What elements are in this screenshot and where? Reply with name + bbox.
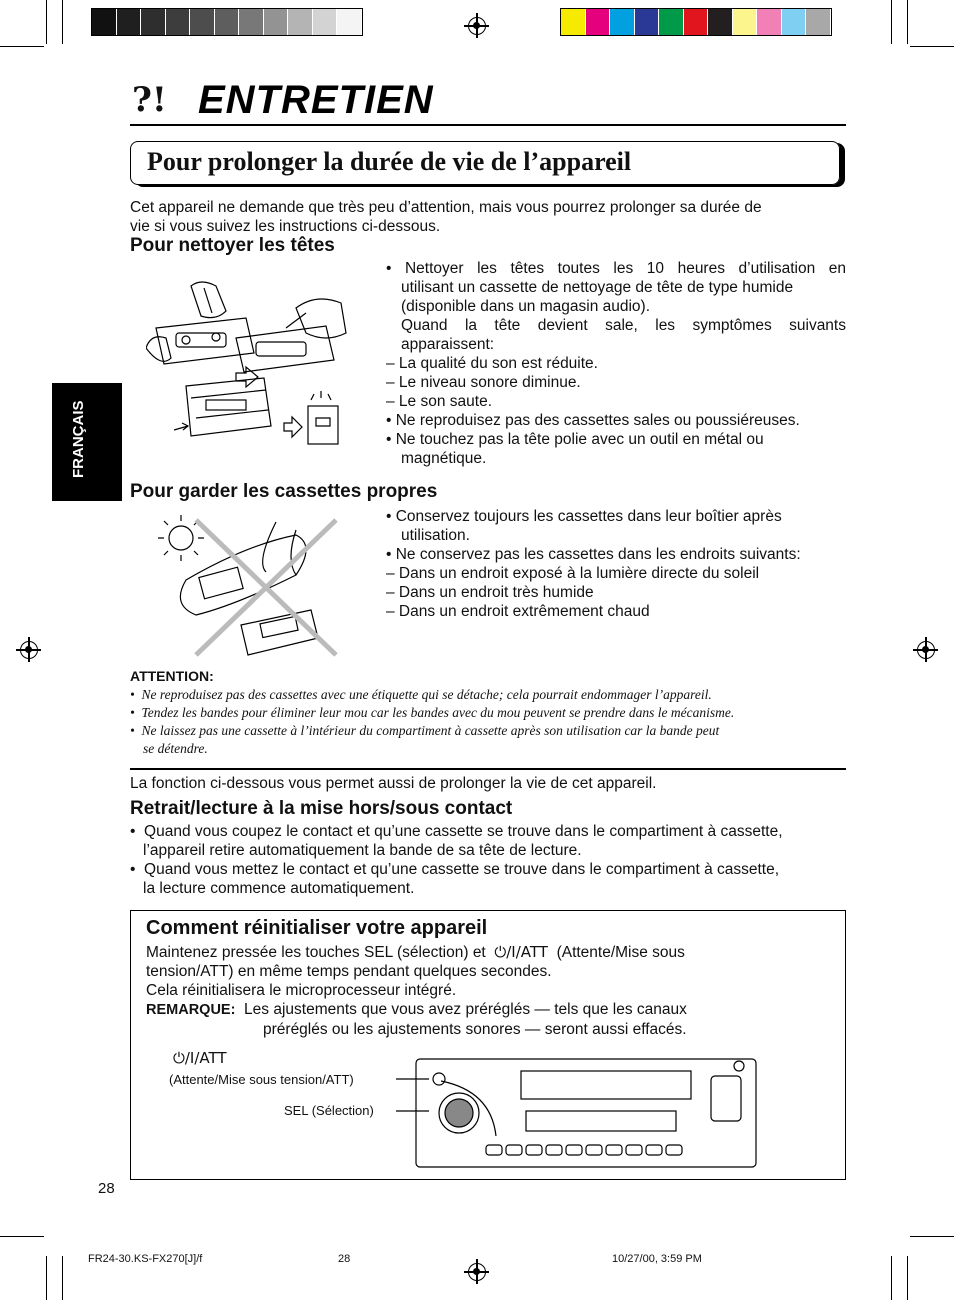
preset-button <box>526 1145 542 1155</box>
preset-button <box>546 1145 562 1155</box>
auto-eject-text: • Quand vous coupez le contact et qu’une cassette se trouve dans le compartiment à cassette, l’appareil retire automatiquement la bande de sa tête de lecture. • Quand vous mettez le contact et qu’une cassette se trouve dans le compartiment à cassette, la lecture commence automatiquement. <box>130 822 846 898</box>
text-line: Maintenez pressée les touches SEL (sélection) et <box>146 944 486 961</box>
preset-button <box>486 1145 502 1155</box>
function-note: La fonction ci-dessous vous permet aussi de prolonger la vie de cet appareil. <box>130 775 657 792</box>
clean-heads-text <box>386 259 846 468</box>
text-line: la lecture commence automatiquement. <box>143 880 415 897</box>
text-line: (disponible dans un magasin audio). <box>401 298 651 315</box>
text-line: Quand la tête devient sale, les symptômes suivants <box>401 317 846 334</box>
text-line: • Ne reproduisez pas des cassettes sales ou poussiéreuses. <box>386 412 800 429</box>
color-swatch <box>733 9 758 35</box>
attention-item: se détendre. <box>143 741 208 756</box>
color-swatch <box>215 9 240 35</box>
crop-mark <box>0 46 44 47</box>
text-line: utilisation. <box>401 527 470 544</box>
color-swatch <box>92 9 117 35</box>
preset-button <box>666 1145 682 1155</box>
text-line: – Le niveau sonore diminue. <box>386 374 581 391</box>
crop-mark <box>46 0 47 44</box>
text-line: tension/ATT) en même temps pendant quelques secondes. <box>146 963 552 980</box>
reset-heading: Comment réinitialiser votre appareil <box>146 917 488 939</box>
reset-box <box>130 910 846 1180</box>
page-title: ENTRETIEN <box>198 78 434 122</box>
color-swatch <box>141 9 166 35</box>
crop-mark <box>891 0 892 44</box>
language-tab <box>52 383 122 501</box>
color-swatch <box>313 9 338 35</box>
text-line: apparaissent: <box>401 336 495 353</box>
color-swatch <box>239 9 264 35</box>
footer-date: 10/27/00, 3:59 PM <box>612 1253 702 1265</box>
color-swatch <box>635 9 660 35</box>
heading-keep-clean: Pour garder les cassettes propres <box>130 481 438 502</box>
crop-mark <box>910 1236 954 1237</box>
preset-button <box>606 1145 622 1155</box>
car-stereo-faceplate <box>391 1051 767 1171</box>
divider <box>130 768 846 770</box>
crop-mark <box>62 1256 63 1300</box>
attention-item: Ne reproduisez pas des cassettes avec une étiquette qui se détache; cela pourrait endommager l’appareil. <box>141 687 712 702</box>
heading-auto-eject: Retrait/lecture à la mise hors/sous contact <box>130 798 513 819</box>
section-banner <box>130 141 840 185</box>
color-swatch <box>264 9 289 35</box>
footer-page: 28 <box>338 1253 351 1265</box>
text-line: Les ajustements que vous avez préréglés — tels que les canaux <box>244 1001 687 1018</box>
color-swatch <box>190 9 215 35</box>
crop-mark <box>891 1256 892 1300</box>
sel-callout-label: SEL (Sélection) <box>284 1103 374 1118</box>
text-line: l’appareil retire automatiquement la bande de sa tête de lecture. <box>143 842 582 859</box>
keep-clean-text <box>386 507 846 621</box>
heading-clean-heads: Pour nettoyer les têtes <box>130 235 335 256</box>
crop-mark <box>62 0 63 44</box>
crop-mark <box>0 1236 44 1237</box>
preset-button <box>586 1145 602 1155</box>
color-swatch <box>166 9 191 35</box>
intro-line: vie si vous suivez les instructions ci-dessous. <box>130 218 441 235</box>
registration-mark <box>917 641 935 659</box>
color-swatch <box>806 9 831 35</box>
storage-warning-illustration <box>146 510 346 660</box>
remark-label: REMARQUE: <box>146 1002 236 1018</box>
text-line: préréglés ou les ajustements sonores — seront aussi effacés. <box>263 1021 687 1038</box>
crop-mark <box>46 1256 47 1300</box>
title-rule <box>130 124 846 126</box>
crop-mark <box>907 1256 908 1300</box>
attention-label: ATTENTION: <box>130 668 214 684</box>
color-swatch <box>782 9 807 35</box>
registration-mark <box>20 641 38 659</box>
crop-mark <box>907 0 908 44</box>
footer-file: FR24-30.KS-FX270[J]/f <box>88 1253 203 1265</box>
text-line: • Nettoyer les têtes toutes les 10 heures d’utilisation en <box>386 260 846 277</box>
text-line: Quand vous coupez le contact et qu’une cassette se trouve dans le compartiment à cassette, <box>144 823 783 840</box>
language-label: FRANÇAIS <box>70 400 87 478</box>
color-swatch <box>288 9 313 35</box>
color-swatch <box>117 9 142 35</box>
color-swatch <box>708 9 733 35</box>
text-line: (Attente/Mise sous <box>556 944 685 961</box>
process-color-bar <box>560 8 832 36</box>
att-callout-label: (Attente/Mise sous tension/ATT) <box>169 1072 354 1087</box>
text-line: utilisant un cassette de nettoyage de tête de type humide <box>401 279 794 296</box>
color-swatch <box>337 9 362 35</box>
preset-button <box>506 1145 522 1155</box>
color-swatch <box>586 9 611 35</box>
reset-text <box>146 943 836 1039</box>
color-swatch <box>561 9 586 35</box>
head-cleaning-illustration <box>146 278 351 450</box>
maintenance-icon: ?! <box>132 80 167 120</box>
text-line: – La qualité du son est réduite. <box>386 355 598 372</box>
text-line: • Ne conservez pas les cassettes dans les endroits suivants: <box>386 546 801 563</box>
text-line: – Dans un endroit très humide <box>386 584 594 601</box>
attention-item: Tendez les bandes pour éliminer leur mou car les bandes avec du mou peuvent se prendre dans le mécanisme. <box>141 705 735 720</box>
page-number: 28 <box>98 1180 115 1197</box>
text-line: – Dans un endroit extrêmement chaud <box>386 603 650 620</box>
registration-mark <box>468 17 486 35</box>
preset-button <box>626 1145 642 1155</box>
text-line: magnétique. <box>401 450 487 467</box>
preset-button <box>646 1145 662 1155</box>
preset-button <box>566 1145 582 1155</box>
crop-mark <box>910 46 954 47</box>
text-line: • Conservez toujours les cassettes dans leur boîtier après <box>386 508 782 525</box>
text-line: – Dans un endroit exposé à la lumière directe du soleil <box>386 565 760 582</box>
attention-item: Ne laissez pas une cassette à l’intérieur du compartiment à cassette après son utilisation car la bande peut <box>141 723 720 738</box>
power-att-symbol: ⏻/I/ATT <box>494 943 548 961</box>
grayscale-bar <box>91 8 363 36</box>
attention-list: • Ne reproduisez pas des cassettes avec une étiquette qui se détache; cela pourrait endommager l’appareil. • Tendez les bandes pour éliminer leur mou car les bandes avec du mou peuvent se prendre dans le mécanisme. • Ne laissez pas une cassette à l’intérieur du compartiment à cassette après son utilisation car la bande peut se détendre. <box>130 686 846 758</box>
intro-paragraph <box>130 198 846 236</box>
color-swatch <box>757 9 782 35</box>
intro-line: Cet appareil ne demande que très peu d’attention, mais vous pourrez prolonger sa durée de <box>130 199 762 216</box>
banner-text: Pour prolonger la durée de vie de l’appareil <box>147 147 632 176</box>
text-line: Cela réinitialisera le microprocesseur intégré. <box>146 982 457 999</box>
color-swatch <box>610 9 635 35</box>
text-line: • Ne touchez pas la tête polie avec un outil en métal ou <box>386 431 764 448</box>
registration-mark <box>468 1263 486 1281</box>
text-line: – Le son saute. <box>386 393 492 410</box>
text-line: Quand vous mettez le contact et qu’une cassette se trouve dans le compartiment à cassette, <box>144 861 780 878</box>
color-swatch <box>684 9 709 35</box>
color-swatch <box>659 9 684 35</box>
att-callout-symbol: ⏻/I/ATT <box>173 1049 227 1067</box>
